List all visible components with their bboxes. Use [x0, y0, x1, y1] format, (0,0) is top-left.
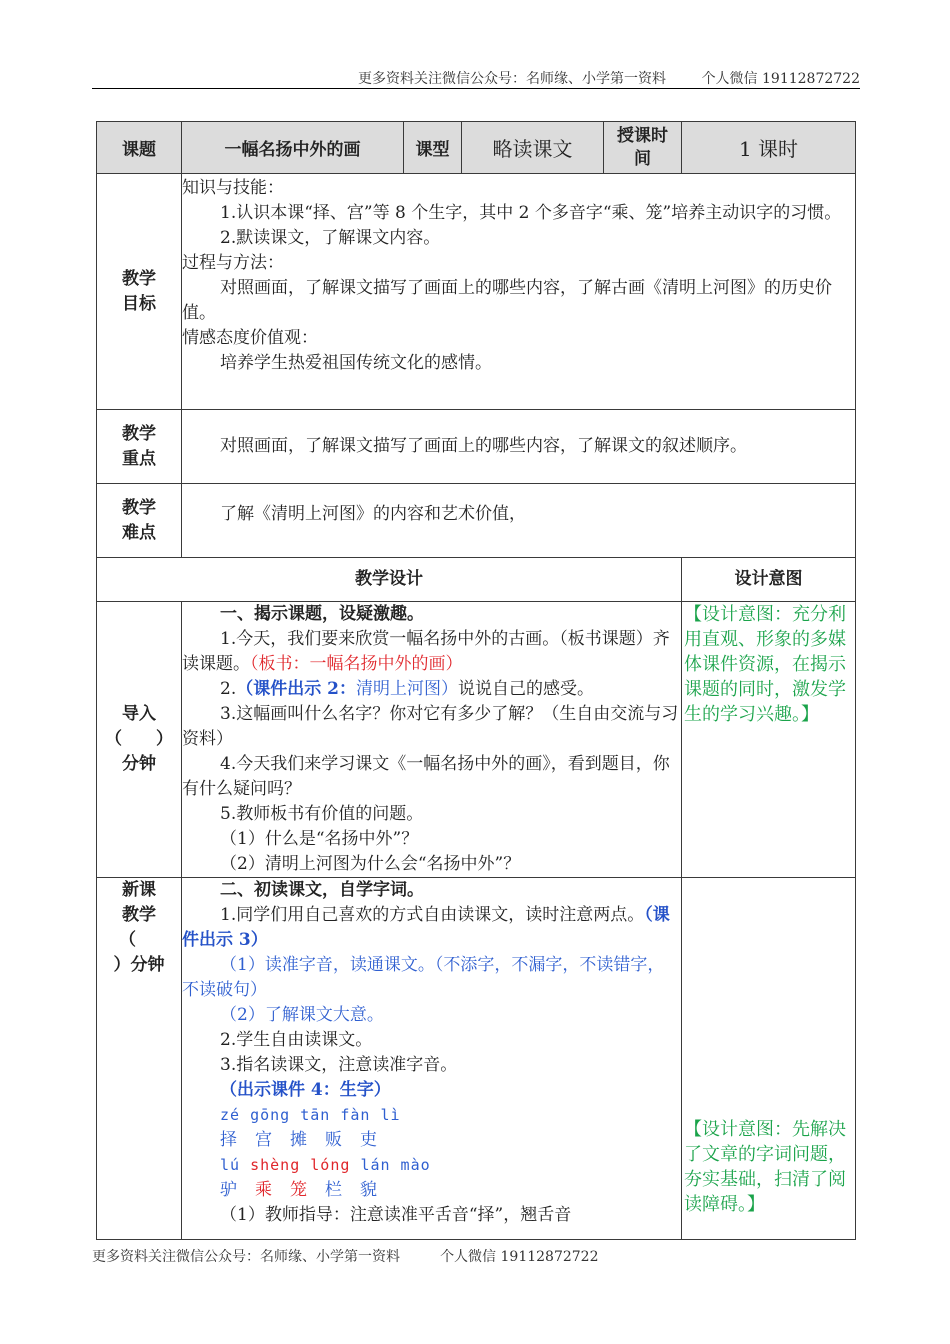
hanzi-2b: 乘笼	[255, 1180, 325, 1200]
goal-e1: 培养学生热爱祖国传统文化的感情。	[220, 353, 492, 373]
pinyin-line-1: zé gōng tān fàn lì	[220, 1106, 401, 1124]
intro-s3: 3.这幅画叫什么名字？你对它有多少了解？（生自由交流与习资料）	[182, 704, 679, 749]
difficulty-content	[182, 484, 856, 558]
page-header	[92, 68, 860, 88]
intro-content	[182, 602, 682, 878]
pinyin-line-2	[182, 1153, 681, 1178]
newlesson-r2: （2）了解课文大意。	[220, 1005, 384, 1025]
hanzi-line-1: 择宫摊贩吏	[220, 1130, 395, 1150]
intro-q1: （1）什么是“名扬中外”？	[220, 829, 419, 849]
newlesson-label-c: （	[119, 930, 136, 950]
intent-header: 设计意图	[682, 558, 856, 602]
page-footer	[92, 1246, 599, 1266]
intro-label-a: 导入	[122, 704, 156, 724]
intro-s2-post: 说说自己的感受。	[457, 679, 594, 699]
intro-row	[97, 602, 856, 878]
intro-s2-courseware2: 清明上河图）	[355, 679, 458, 699]
hours-label: 授课时间	[604, 122, 682, 174]
hanzi-line-2	[182, 1178, 681, 1203]
newlesson-s3: 3.指名读课文，注意读准字音。	[220, 1055, 458, 1075]
intro-label-b: （ ）	[105, 729, 173, 749]
newlesson-s1-text: 1.同学们用自己喜欢的方式自由读课文，读时注意两点。	[220, 905, 645, 925]
newlesson-show4: （出示课件 4：生字）	[220, 1080, 391, 1100]
intro-label	[97, 602, 182, 878]
goals-row	[97, 174, 856, 410]
focus-text: 对照画面，了解课文描写了画面上的哪些内容，了解课文的叙述顺序。	[220, 436, 747, 456]
intro-s4: 4.今天我们来学习课文《一幅名扬中外的画》，看到题目，你有什么疑问吗？	[182, 754, 670, 799]
intro-s5: 5.教师板书有价值的问题。	[220, 804, 424, 824]
hanzi-2a: 驴	[220, 1180, 255, 1200]
goal-p1: 对照画面，了解课文描写了画面上的哪些内容，了解古画《清明上河图》的历史价值。	[182, 278, 832, 323]
intro-s2-pre: 2.	[220, 679, 237, 699]
intro-s1	[182, 627, 681, 677]
newlesson-s2: 2.学生自由读课文。	[220, 1030, 373, 1050]
pinyin-2c: lán mào	[360, 1156, 431, 1174]
newlesson-t1: （1）教师指导：注意读准平舌音“择”，翘舌音	[220, 1205, 572, 1225]
topic-value: 一幅名扬中外的画	[182, 122, 404, 174]
lesson-plan-table	[96, 121, 856, 1240]
hours-value: 1 课时	[682, 122, 856, 174]
newlesson-s1-courseware: （课件出示 3）	[182, 905, 670, 950]
intro-s1-board: （板书：一幅名扬中外的画）	[250, 654, 463, 674]
hanzi-2c: 栏貌	[325, 1180, 395, 1200]
difficulty-text: 了解《清明上河图》的内容和艺术价值，	[220, 504, 526, 524]
footer-wechat: 个人微信 19112872722	[440, 1249, 599, 1265]
newlesson-label-a: 新课	[122, 880, 156, 900]
newlesson-row	[97, 878, 856, 1240]
goal-k2: 2.默读课文，了解课文内容。	[220, 228, 441, 248]
pinyin-2b: shèng lóng	[250, 1156, 351, 1174]
newlesson-label-d: ）分钟	[113, 955, 165, 975]
focus-label: 教学重点	[97, 410, 182, 484]
newlesson-s1	[182, 903, 681, 953]
intro-title: 一、揭示课题，设疑激趣。	[220, 604, 424, 624]
newlesson-r1: （1）读准字音，读通课文。（不添字，不漏字，不读错字，不读破句）	[182, 955, 665, 1000]
header-divider	[92, 88, 860, 89]
info-row	[97, 122, 856, 174]
footer-text: 更多资料关注微信公众号：名师缘、小学第一资料	[92, 1249, 400, 1265]
intro-q2: （2）清明上河图为什么会“名扬中外”？	[220, 854, 521, 874]
header-wechat: 个人微信 19112872722	[701, 71, 860, 87]
type-value: 略读课文	[462, 122, 604, 174]
intro-intent: 【设计意图：充分利用直观、形象的多媒体课件资源，在揭示课题的同时，激发学生的学习兴趣。】	[682, 602, 856, 878]
goals-label: 教学目标	[97, 174, 182, 410]
topic-label: 课题	[97, 122, 182, 174]
process-title: 过程与方法：	[182, 253, 284, 273]
newlesson-intent: 【设计意图：先解决了文章的字词问题，夯实基础，扫清了阅读障碍。】	[682, 878, 856, 1240]
design-header: 教学设计	[97, 558, 682, 602]
focus-row	[97, 410, 856, 484]
emotion-title: 情感态度价值观：	[182, 328, 318, 348]
newlesson-content	[182, 878, 682, 1240]
newlesson-label-b: 教学	[122, 905, 156, 925]
intro-s2-courseware: （课件出示 2：	[236, 679, 356, 699]
goal-k1: 1.认识本课“择、宫”等 8 个生字，其中 2 个多音字“乘、笼”培养主动识字的习惯。	[220, 203, 842, 223]
design-header-row	[97, 558, 856, 602]
intro-label-c: 分钟	[122, 754, 156, 774]
newlesson-title: 二、初读课文，自学字词。	[220, 880, 424, 900]
pinyin-2a: lú	[220, 1156, 241, 1174]
difficulty-label: 教学难点	[97, 484, 182, 558]
focus-content	[182, 410, 856, 484]
goals-content	[182, 174, 856, 410]
difficulty-row	[97, 484, 856, 558]
type-label: 课型	[404, 122, 462, 174]
newlesson-label	[97, 878, 182, 1240]
header-text: 更多资料关注微信公众号：名师缘、小学第一资料	[357, 71, 666, 87]
knowledge-title: 知识与技能：	[182, 178, 284, 198]
intro-s1-text: 1.今天，我们要来欣赏一幅名扬中外的古画。（板书课题）齐读课题。	[182, 629, 670, 674]
intro-s2	[182, 677, 681, 702]
